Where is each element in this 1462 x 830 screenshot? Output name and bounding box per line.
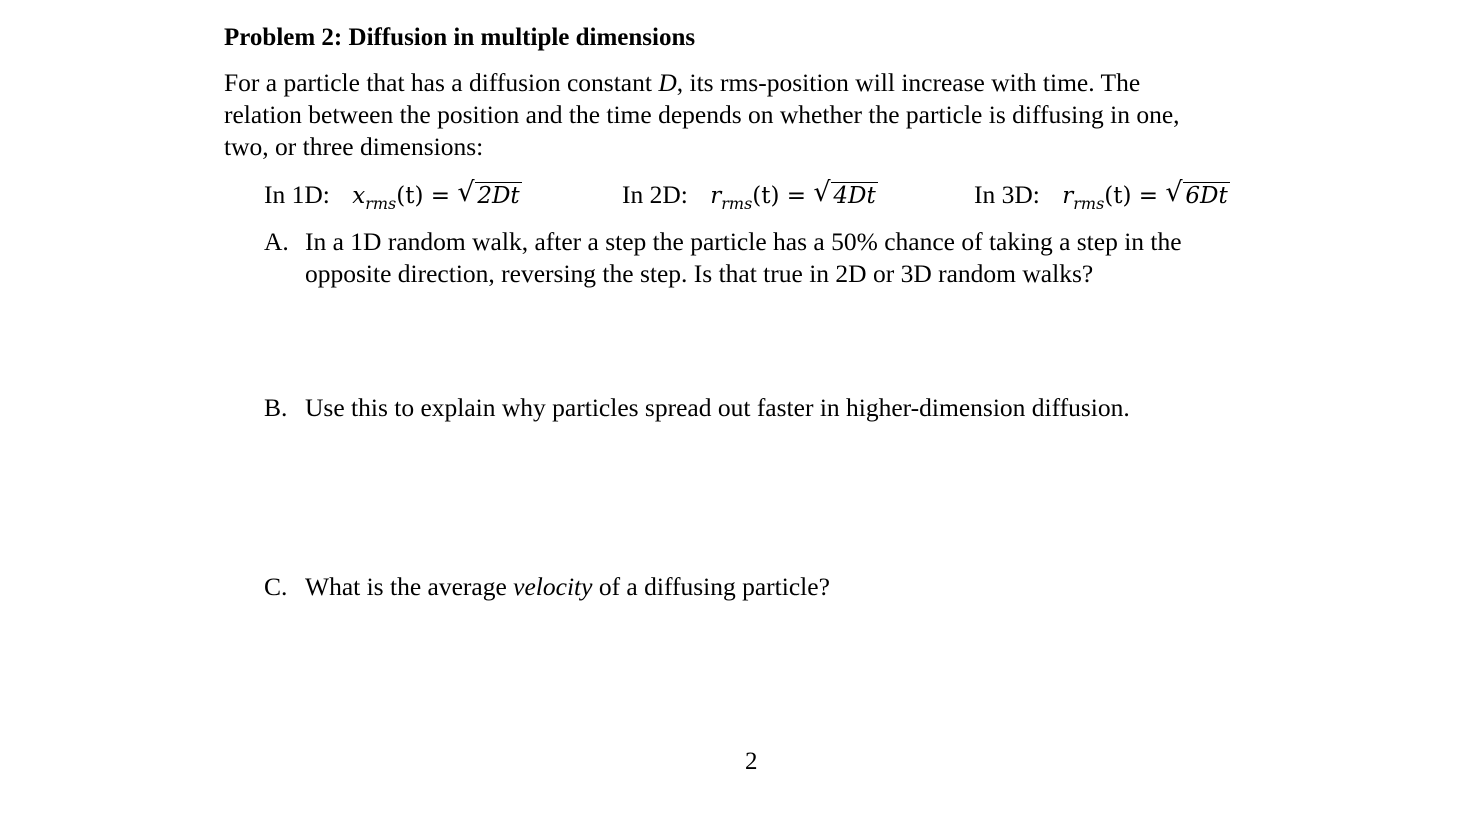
problem-title: Problem 2: Diffusion in multiple dimensions [224, 24, 696, 51]
diffusion-constant-symbol: D [658, 68, 677, 97]
intro-paragraph [224, 67, 1254, 163]
equation-formula: $r_{rms}(t)$ = √ 6Dt [1062, 177, 1228, 213]
intro-line-1: For a particle that has a diffusion constant D, its rms-position will increase with time. The [224, 68, 1141, 97]
emphasized-word: velocity [513, 572, 593, 601]
question-letter: C. [264, 572, 288, 601]
intro-line-2: relation between the position and the time depends on whether the particle is diffusing in one, [224, 100, 1180, 129]
question-letter: B. [264, 393, 288, 422]
equation-label: In 1D: [264, 180, 330, 209]
radical-sign-icon: √ [1165, 177, 1183, 208]
square-root: √ 6Dt [1165, 177, 1228, 209]
question-letter: A. [264, 227, 289, 256]
question-text: What is the average velocity of a diffusing particle? [305, 572, 830, 601]
equation-label: In 2D: [622, 180, 688, 209]
radical-sign-icon: √ [457, 177, 475, 208]
equation-label: In 3D: [974, 180, 1040, 209]
question-text: In a 1D random walk, after a step the particle has a 50% chance of taking a step in the opposite direction, reversing the step. Is that true in 2D or 3D random walks? [305, 227, 1182, 288]
equation-2d [622, 178, 878, 213]
equation-1d [264, 178, 522, 213]
equation-formula: $x_{rms}(t)$ = √ 2Dt [352, 177, 520, 213]
question-text: Use this to explain why particles spread out faster in higher-dimension diffusion. [305, 393, 1130, 422]
intro-line-3: two, or three dimensions: [224, 132, 484, 161]
page-number: 2 [745, 748, 758, 775]
square-root: √ 4Dt [813, 177, 876, 209]
radical-sign-icon: √ [813, 177, 831, 208]
square-root: √ 2Dt [457, 177, 520, 209]
equation-formula: $r_{rms}(t)$ = √ 4Dt [710, 177, 876, 213]
equation-3d [974, 178, 1230, 213]
